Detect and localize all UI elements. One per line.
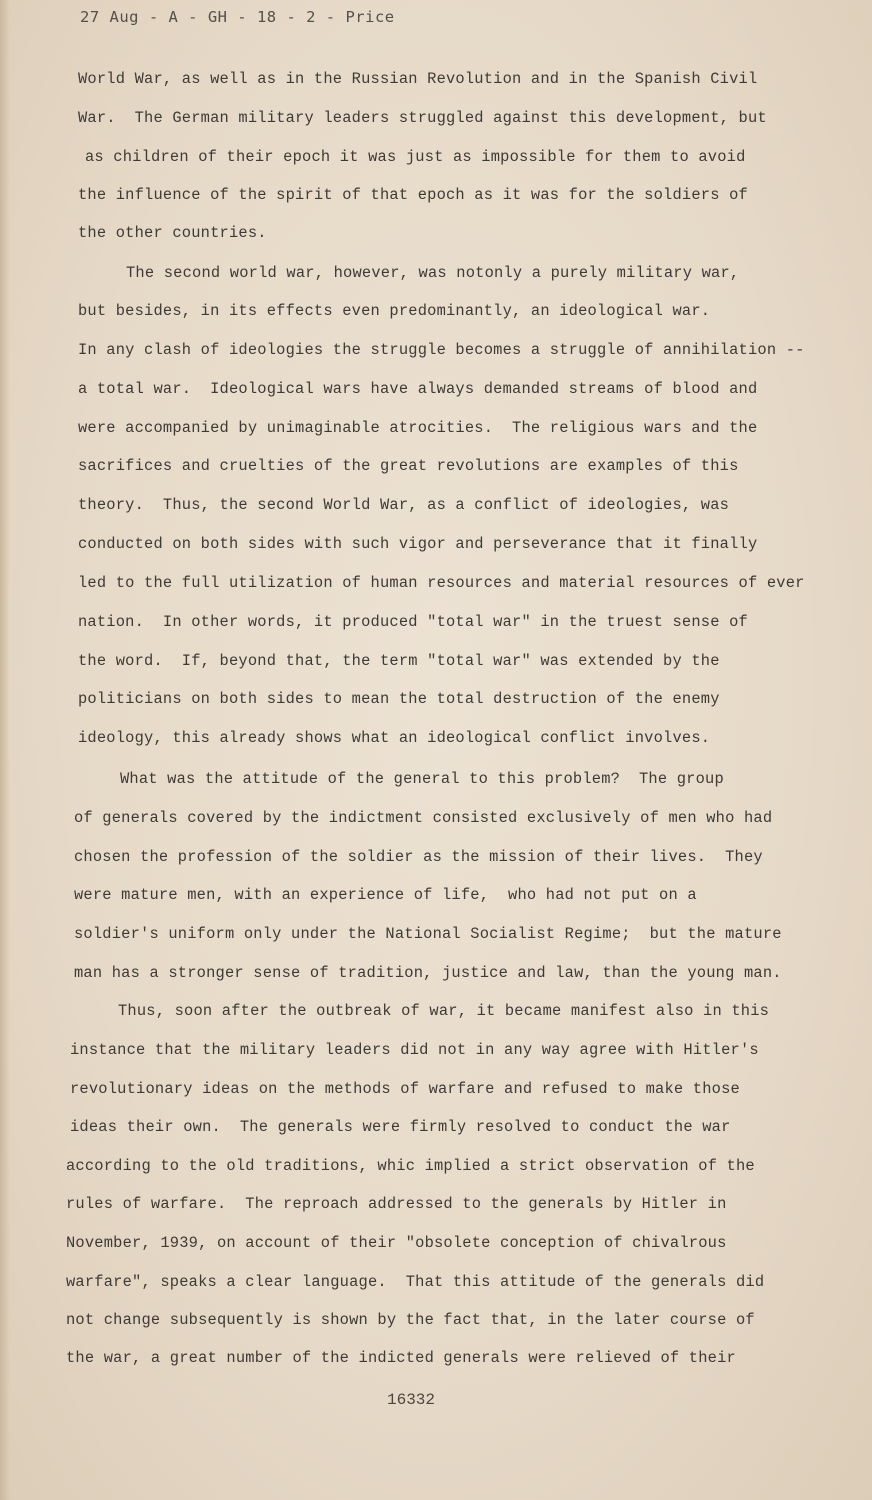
text-line: were accompanied by unimaginable atrocities. The religious wars and the	[78, 419, 758, 437]
text-line: November, 1939, on account of their "obsolete conception of chivalrous	[66, 1234, 727, 1252]
text-line: a total war. Ideological wars have always demanded streams of blood and	[78, 380, 758, 398]
text-line: led to the full utilization of human resources and material resources of ever	[78, 574, 805, 592]
text-line: ideas their own. The generals were firmly resolved to conduct the war	[70, 1118, 731, 1136]
text-line: conducted on both sides with such vigor and perseverance that it finally	[78, 535, 758, 553]
text-line: chosen the profession of the soldier as the mission of their lives. They	[74, 848, 763, 866]
text-line: nation. In other words, it produced "total war" in the truest sense of	[78, 613, 748, 631]
text-line: The second world war, however, was notonly a purely military war,	[126, 264, 740, 282]
text-line: What was the attitude of the general to this problem? The group	[120, 770, 724, 788]
text-line: instance that the military leaders did not in any way agree with Hitler's	[70, 1041, 759, 1059]
text-line: the influence of the spirit of that epoch as it was for the soldiers of	[78, 186, 748, 204]
text-line: but besides, in its effects even predominantly, an ideological war.	[78, 302, 711, 320]
text-line: rules of warfare. The reproach addressed to the generals by Hitler in	[66, 1195, 727, 1213]
text-line: as children of their epoch it was just as impossible for them to avoid	[85, 148, 746, 166]
text-line: World War, as well as in the Russian Revolution and in the Spanish Civil	[78, 70, 758, 88]
text-line: were mature men, with an experience of life, who had not put on a	[74, 886, 697, 904]
text-line: the war, a great number of the indicted generals were relieved of their	[66, 1349, 736, 1367]
text-line: ideology, this already shows what an ideological conflict involves.	[78, 729, 711, 747]
text-line: the other countries.	[78, 224, 267, 242]
text-line: warfare", speaks a clear language. That this attitude of the generals did	[66, 1273, 765, 1291]
text-line: not change subsequently is shown by the fact that, in the later course of	[66, 1311, 755, 1329]
text-line: of generals covered by the indictment consisted exclusively of men who had	[74, 809, 773, 827]
page-header: 27 Aug - A - GH - 18 - 2 - Price	[80, 8, 395, 26]
page-number: 16332	[387, 1391, 436, 1409]
page-edge-shadow	[0, 0, 10, 1500]
text-line: the word. If, beyond that, the term "total war" was extended by the	[78, 652, 720, 670]
text-line: politicians on both sides to mean the total destruction of the enemy	[78, 690, 720, 708]
text-line: revolutionary ideas on the methods of warfare and refused to make those	[70, 1080, 740, 1098]
text-line: soldier's uniform only under the National Socialist Regime; but the mature	[74, 925, 782, 943]
text-line: War. The German military leaders struggled against this development, but	[78, 109, 767, 127]
text-line: theory. Thus, the second World War, as a conflict of ideologies, was	[78, 496, 730, 514]
text-line: Thus, soon after the outbreak of war, it became manifest also in this	[118, 1002, 770, 1020]
text-line: according to the old traditions, whic implied a strict observation of the	[66, 1157, 755, 1175]
text-line: In any clash of ideologies the struggle becomes a struggle of annihilation --	[78, 341, 805, 359]
text-line: sacrifices and cruelties of the great revolutions are examples of this	[78, 457, 739, 475]
text-line: man has a stronger sense of tradition, justice and law, than the young man.	[74, 964, 782, 982]
